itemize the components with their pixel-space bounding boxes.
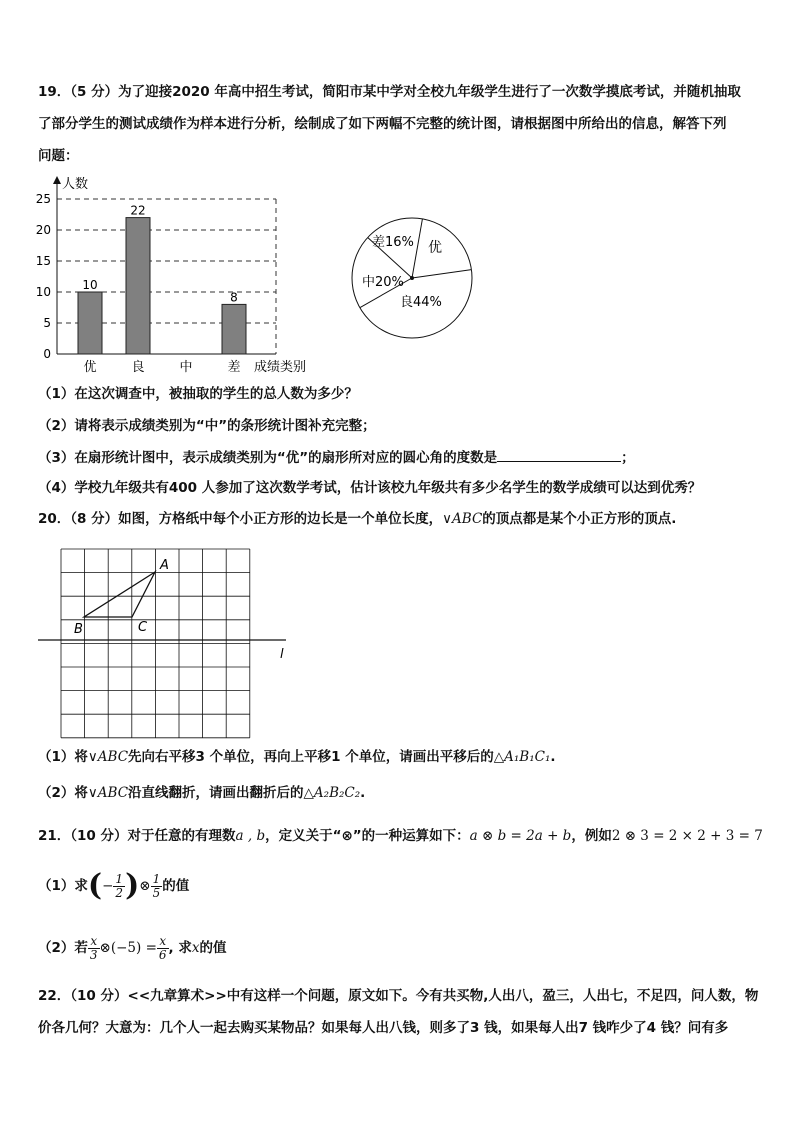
frac-num: x bbox=[88, 935, 100, 949]
q21-ex: 2 ⊗ 3 = 2 × 2 + 3 = 7 bbox=[611, 828, 763, 844]
q19-sub3-end: ； bbox=[621, 450, 635, 466]
bar-data-label: 8 bbox=[230, 290, 238, 305]
bar-ytick-label: 15 bbox=[35, 254, 51, 268]
bar-chart bbox=[28, 174, 328, 374]
q20-head-text: 20．（8 分）如图，方格纸中每个小正方形的边长是一个单位长度， bbox=[38, 511, 443, 527]
left-paren: ( bbox=[87, 868, 103, 903]
bar-category-label: 优 bbox=[83, 360, 97, 374]
pie-label-zhong: 中20% bbox=[362, 275, 404, 290]
bar-ytick-label: 10 bbox=[35, 285, 51, 299]
q21-ex-lead: ，例如 bbox=[571, 828, 612, 844]
q21-sub1 bbox=[38, 866, 189, 906]
q20-sub1-res: △A₁B₁C₁ bbox=[493, 749, 551, 765]
q20-sub2-end: . bbox=[360, 785, 366, 801]
frac-num: 1 bbox=[152, 871, 161, 886]
q20-sub2-a: （2）将 bbox=[38, 785, 88, 801]
q21-head-text: 21．（10 分）对于任意的有理数 bbox=[38, 828, 236, 844]
bar-chart-xlabel: 成绩类别 bbox=[254, 360, 307, 374]
bar-ytick-label: 20 bbox=[35, 223, 51, 237]
q21-s1-neg: − bbox=[102, 878, 114, 894]
bar-chart-ylabel: 人数 bbox=[62, 177, 89, 192]
q19-line1: 19．（5 分）为了迎接2020 年高中招生考试，简阳市某中学对全校九年级学生进行了一次数学摸底考试，并随机抽取 bbox=[38, 84, 741, 100]
q20-tri: ∨ABC bbox=[442, 511, 483, 527]
q21-s1-op: ⊗ bbox=[139, 878, 151, 894]
pie-separator bbox=[412, 270, 471, 278]
label-B: B bbox=[74, 622, 83, 637]
q20-sub1-a: （1）将 bbox=[38, 749, 88, 765]
q21-vars: a , b bbox=[235, 828, 266, 844]
bar-data-label: 10 bbox=[82, 278, 98, 292]
bar-3 bbox=[222, 304, 246, 354]
pie-center-dot bbox=[410, 276, 414, 280]
fraction-one-fifth bbox=[151, 873, 163, 900]
bar-ytick-label: 0 bbox=[43, 347, 51, 361]
bar-1 bbox=[126, 218, 150, 354]
frac-den: 6 bbox=[158, 947, 167, 962]
bar-ytick-label: 25 bbox=[35, 192, 51, 206]
q19-sub3 bbox=[38, 447, 635, 468]
q20-tail: 的顶点都是某个小正方形的顶点. bbox=[482, 511, 677, 527]
q20-sub2-tri: ∨ABC bbox=[87, 785, 129, 801]
q21-s2-end: 的值 bbox=[199, 940, 227, 956]
bar-category-label: 差 bbox=[227, 360, 241, 374]
bar-category-label: 良 bbox=[131, 360, 145, 374]
q19-sub4: （4）学校九年级共有400 人参加了这次数学考试，估计该校九年级共有多少名学生的数学成绩可以达到优秀？ bbox=[38, 480, 702, 496]
q21-s1-end: 的值 bbox=[162, 878, 190, 894]
bar-data-label: 22 bbox=[130, 203, 146, 218]
label-A: A bbox=[160, 558, 169, 573]
q21-s2-x: x bbox=[191, 940, 200, 956]
q20-sub1 bbox=[38, 747, 556, 767]
label-l: l bbox=[280, 647, 284, 662]
q19-line3: 问题： bbox=[38, 148, 79, 164]
right-paren: ) bbox=[125, 868, 140, 903]
bar-category-label: 中 bbox=[179, 360, 193, 374]
pie-chart bbox=[344, 210, 484, 350]
q21-head bbox=[38, 826, 763, 846]
bar-chart-y-axis-arrow bbox=[53, 176, 61, 184]
q20-sub2 bbox=[38, 783, 365, 803]
q21-def: a ⊗ b = 2a + b bbox=[469, 828, 572, 844]
frac-den: 5 bbox=[152, 885, 161, 900]
fraction-x-sixth bbox=[157, 935, 169, 962]
bar-0 bbox=[78, 292, 102, 354]
q21-s2-comma: , 求 bbox=[168, 940, 192, 956]
q19-sub3-text: （3）在扇形统计图中，表示成绩类别为“优”的扇形所对应的圆心角的度数是 bbox=[38, 450, 498, 466]
q19-sub1: （1）在这次调查中，被抽取的学生的总人数为多少？ bbox=[38, 386, 358, 402]
fraction-one-half bbox=[113, 873, 125, 900]
frac-num: x bbox=[157, 935, 169, 949]
answer-blank[interactable] bbox=[497, 447, 621, 462]
frac-den: 3 bbox=[89, 947, 98, 962]
bar-ytick-label: 5 bbox=[43, 316, 51, 330]
triangle-abc bbox=[84, 572, 155, 617]
q20-sub2-res: △A₂B₂C₂ bbox=[303, 785, 361, 801]
q22-line1: 22．（10 分）<<九章算术>>中有这样一个问题，原文如下。今有共买物,人出八，盈三，人出七，不足四，问人数，物 bbox=[38, 988, 759, 1004]
q21-s2-mid: ⊗(−5) = bbox=[99, 940, 157, 956]
pie-label-liang: 良44% bbox=[400, 295, 442, 310]
q20-sub1-end: . bbox=[550, 749, 556, 765]
q20-sub1-b: 先向右平移3 个单位，再向上平移1 个单位，请画出平移后的 bbox=[128, 749, 494, 765]
q21-sub2 bbox=[38, 930, 227, 966]
frac-den: 2 bbox=[115, 885, 124, 900]
q20-head bbox=[38, 509, 676, 529]
q22-line2: 价各几何？大意为：几个人一起去购买某物品？如果每人出八钱，则多了3 钱，如果每人出7 钱咋少了4 钱？问有多 bbox=[38, 1020, 729, 1036]
label-C: C bbox=[138, 620, 148, 635]
q19-sub2: （2）请将表示成绩类别为“中”的条形统计图补充完整； bbox=[38, 418, 376, 434]
fraction-x-third bbox=[88, 935, 100, 962]
pie-label-you: 优 bbox=[428, 240, 442, 256]
q21-s2-a: （2）若 bbox=[38, 940, 88, 956]
q20-sub2-b: 沿直线翻折，请画出翻折后的 bbox=[128, 785, 304, 801]
pie-label-cha: 差16% bbox=[372, 235, 414, 250]
q19-line2: 了部分学生的测试成绩作为样本进行分析，绘制成了如下两幅不完整的统计图，请根据图中所给出的信息，解答下列 bbox=[38, 116, 727, 132]
q21-mid: ，定义关于“⊗”的一种运算如下： bbox=[265, 828, 470, 844]
q20-sub1-tri: ∨ABC bbox=[87, 749, 129, 765]
frac-num: 1 bbox=[115, 871, 124, 886]
q21-s1-a: （1）求 bbox=[38, 878, 88, 894]
grid-figure bbox=[34, 542, 304, 742]
